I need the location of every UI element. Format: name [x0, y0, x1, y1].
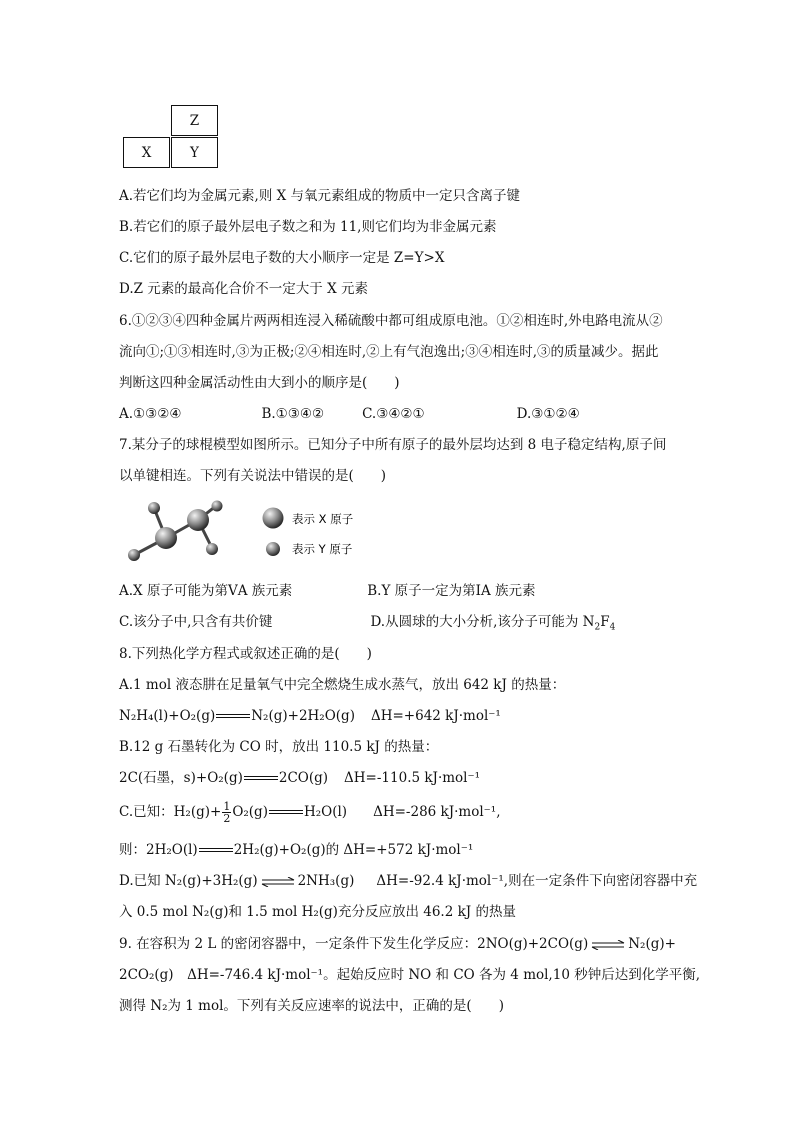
q5-option-d: D.Z 元素的最高化合价不一定大于 X 元素: [119, 281, 368, 297]
legend-y-ball: [266, 542, 280, 556]
q8-option-c-line-2: 则：2H₂O(l) 2H₂(g)+O₂(g)的 ΔH=+572 kJ·mol⁻¹: [119, 842, 474, 858]
q8-option-d-line-1: D.已知 N₂(g)+3H₂(g) 2NH₃(g) ΔH=-92.4 kJ·mol⁻¹,则在一定条件下向密闭容器中充: [119, 873, 698, 889]
y-atom: [212, 501, 223, 512]
legend-x-label: 表示 X 原子: [292, 512, 354, 526]
table-cell-y: Y: [171, 137, 218, 168]
q9-stem-line-2: 2CO₂(g) ΔH=-746.4 kJ·mol⁻¹。起始反应时 NO 和 CO 各为 4 mol,10 秒钟后达到化学平衡,: [119, 967, 700, 983]
equals-arrow: [244, 775, 278, 782]
equals-arrow: [269, 809, 303, 816]
q8-option-a-text: A.1 mol 液态肼在足量氧气中完全燃烧生成水蒸气，放出 642 kJ 的热量：: [119, 677, 566, 693]
q7-stem-line-2: 以单键相连。下列有关说法中错误的是( ): [119, 468, 387, 484]
q9-stem-line-1: 9. 在容积为 2 L 的密闭容器中，一定条件下发生化学反应：2NO(g)+2CO(g) N₂(g)+: [119, 936, 676, 952]
y-atom: [148, 502, 160, 514]
legend-y-label: 表示 Y 原子: [292, 542, 353, 556]
q5-option-b: B.若它们的原子最外层电子数之和为 11,则它们均为非金属元素: [119, 219, 497, 235]
q8-option-c: C.已知：H₂(g)+ $\frac{1}{2}$ O₂(g) H₂O(l) ΔH=-286 kJ·mol⁻¹,: [119, 800, 501, 825]
q8-option-b-equation: 2C(石墨，s)+O₂(g) 2CO(g) ΔH=-110.5 kJ·mol⁻¹: [119, 770, 481, 786]
q6-option-d: D.③①②④: [516, 406, 580, 422]
y-atom: [206, 543, 218, 555]
x-atom: [187, 509, 209, 531]
q8-stem: 8.下列热化学方程式或叙述正确的是( ): [119, 646, 372, 662]
reversible-arrow-icon: [590, 940, 626, 950]
q7-options-row-2: [119, 613, 679, 637]
legend-x-ball: [263, 508, 284, 529]
q5-option-a: A.若它们均为金属元素,则 X 与氧元素组成的物质中一定只含离子键: [119, 188, 521, 204]
x-atom: [155, 527, 177, 549]
q6-stem-line-1: 6.①②③④四种金属片两两相连浸入稀硫酸中都可组成原电池。①②相连时,外电路电流从②: [119, 313, 663, 329]
q7-stem-line-1: 7.某分子的球棍模型如图所示。已知分子中所有原子的最外层均达到 8 电子稳定结构,原子间: [119, 437, 667, 453]
q7-option-d: D.从圆球的大小分析,该分子可能为 $N_2F_4$: [370, 614, 616, 633]
ball-stick-model-figure: [120, 500, 380, 572]
q6-options: [119, 405, 679, 423]
equals-arrow: [216, 713, 250, 720]
table-cell-x: X: [123, 137, 170, 168]
q9-stem-line-3: 测得 N₂为 1 mol。下列有关反应速率的说法中，正确的是( ): [119, 998, 504, 1014]
element-position-table: [123, 105, 219, 169]
q8-option-d-line-2: 入 0.5 mol N₂(g)和 1.5 mol H₂(g)充分反应放出 46.2 kJ 的热量: [119, 904, 516, 920]
q7-options-row-1: [119, 582, 679, 600]
equals-arrow: [199, 847, 233, 854]
reversible-arrow-icon: [260, 877, 296, 887]
q7-option-a: A.X 原子可能为第ⅤA 族元素: [119, 583, 293, 599]
q7-option-b: B.Y 原子一定为第ⅠA 族元素: [367, 583, 536, 599]
fraction-one-half: $\frac{1}{2}$: [223, 800, 231, 825]
q6-stem-line-3: 判断这四种金属活动性由大到小的顺序是( ): [119, 375, 400, 391]
q6-option-a: A.①③②④: [119, 406, 182, 422]
q8-option-b-text: B.12 g 石墨转化为 CO 时，放出 110.5 kJ 的热量：: [119, 739, 439, 755]
q5-option-c: C.它们的原子最外层电子数的大小顺序一定是 Z=Y>X: [119, 250, 445, 266]
q6-option-b: B.①③④②: [261, 406, 325, 422]
q7-option-c: C.该分子中,只含有共价键: [119, 614, 273, 630]
q8-option-a-equation: N₂H₄(l)+O₂(g) N₂(g)+2H₂O(g) ΔH=+642 kJ·mol⁻¹: [119, 708, 501, 724]
table-cell-z: Z: [171, 105, 218, 136]
y-atom: [128, 549, 140, 561]
q6-option-c: C.③④②①: [362, 406, 425, 422]
q6-stem-line-2: 流向①;①③相连时,③为正极;②④相连时,②上有气泡逸出;③④相连时,③的质量减少。据此: [119, 344, 659, 360]
